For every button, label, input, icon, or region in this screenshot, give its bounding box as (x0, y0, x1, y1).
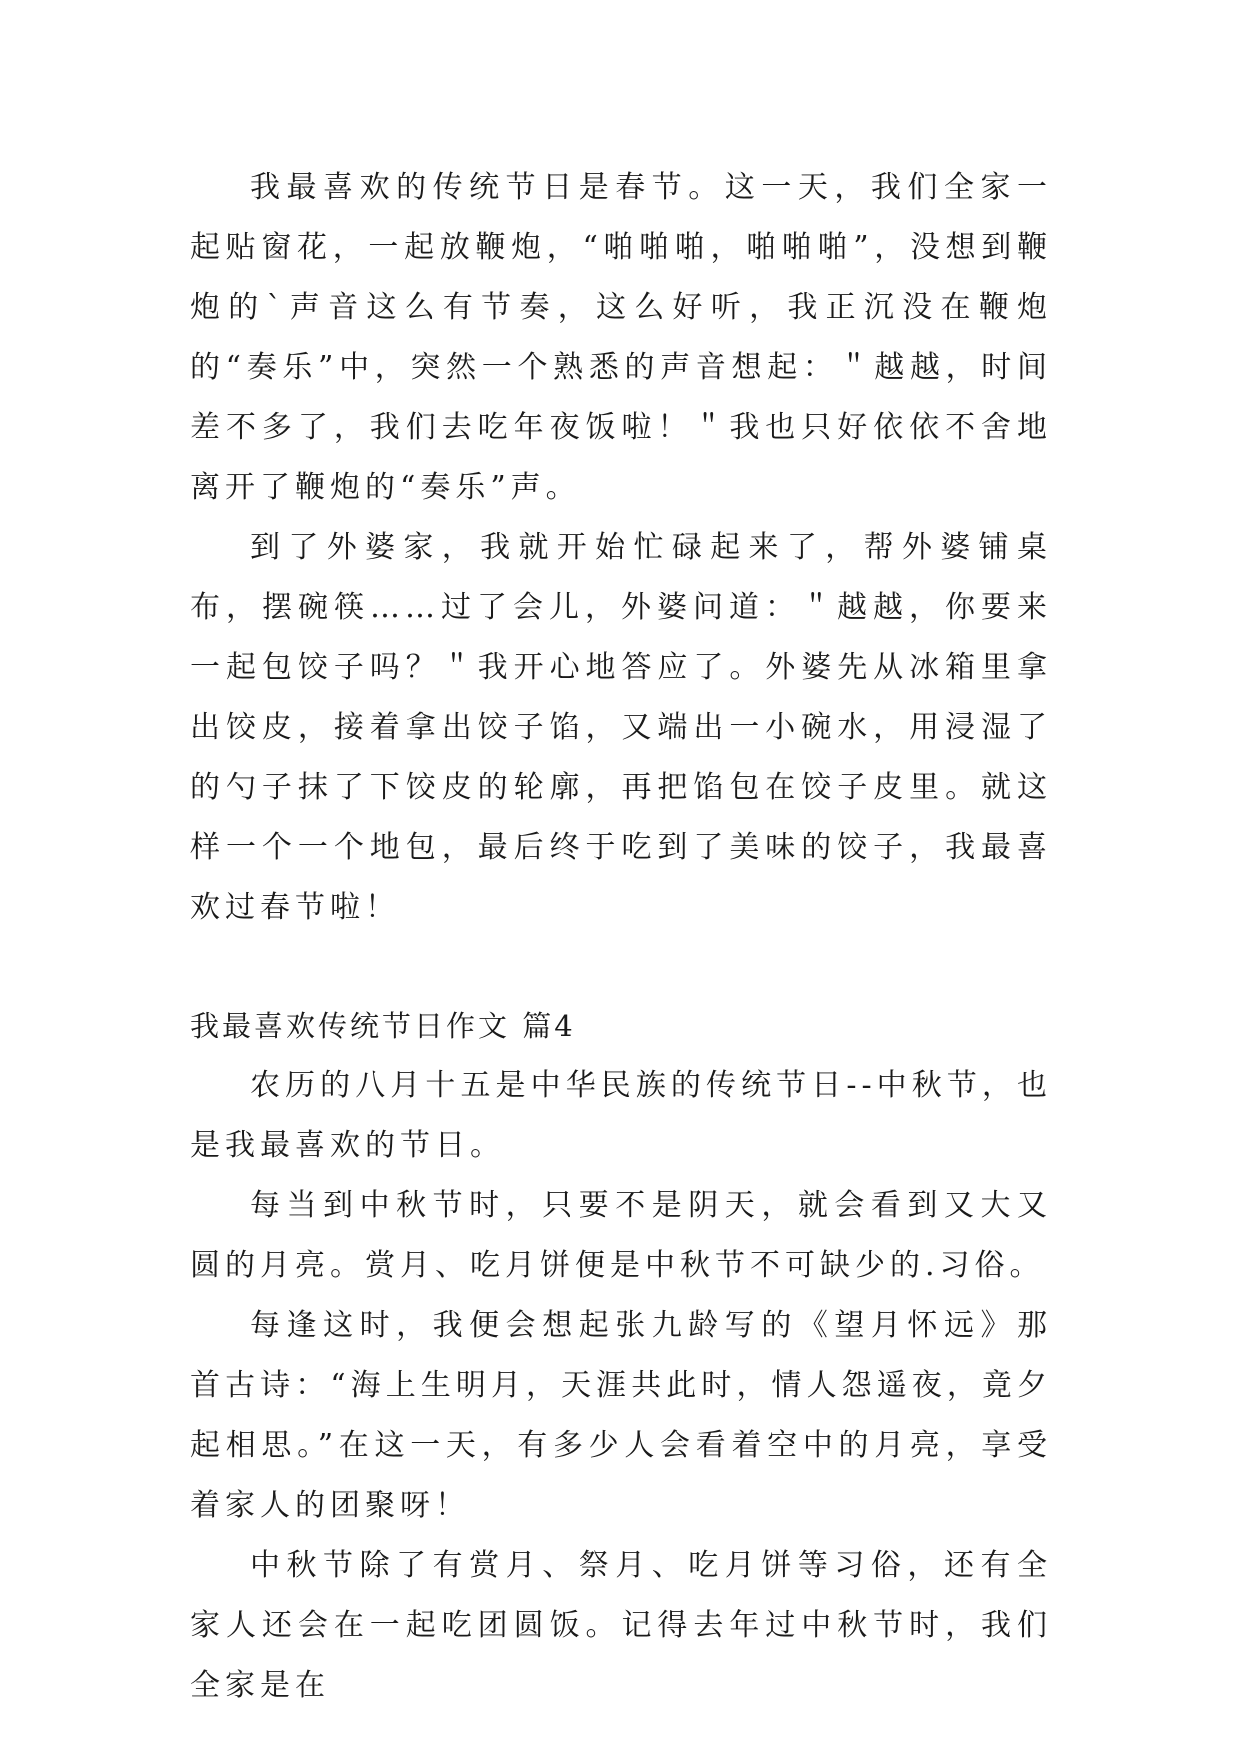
paragraph-mid-autumn-2: 每当到中秋节时，只要不是阴天，就会看到又大又圆的月亮。赏月、吃月饼便是中秋节不可缺少的.习俗。 (190, 1188, 1052, 1283)
paragraph-mid-autumn-3: 每逢这时，我便会想起张九龄写的《望月怀远》那首古诗：“海上生明月，天涯共此时，情人怨遥夜，竟夕起相思。”在这一天，有多少人会看着空中的月亮，享受着家人的团聚呀！ (190, 1308, 1052, 1523)
paragraph-mid-autumn-4: 中秋节除了有赏月、祭月、吃月饼等习俗，还有全家人还会在一起吃团圆饭。记得去年过中秋节时，我们全家是在 (190, 1548, 1052, 1703)
paragraph-spring-festival-2: 到了外婆家，我就开始忙碌起来了，帮外婆铺桌布，摆碗筷……过了会儿，外婆问道：＂越越，你要来一起包饺子吗？＂我开心地答应了。外婆先从冰箱里拿出饺皮，接着拿出饺子馅，又端出一小碗水，用浸湿了的勺子抹了下饺皮的轮廓，再把馅包在饺子皮里。就这样一个一个地包，最后终于吃到了美味的饺子，我最喜欢过春节啦！ (190, 530, 1052, 925)
section-title: 我最喜欢传统节日作文 篇4 (190, 1009, 576, 1043)
document-body (190, 158, 1052, 1716)
paragraph-spring-festival-1: 我最喜欢的传统节日是春节。这一天，我们全家一起贴窗花，一起放鞭炮，“啪啪啪，啪啪啪”，没想到鞭炮的`声音这么有节奏，这么好听，我正沉没在鞭炮的“奏乐”中，突然一个熟悉的声音想起：＂越越，时间差不多了，我们去吃年夜饭啦！＂我也只好依依不舍地离开了鞭炮的“奏乐”声。 (190, 170, 1052, 505)
paragraph-mid-autumn-1: 农历的八月十五是中华民族的传统节日--中秋节，也是我最喜欢的节日。 (190, 1068, 1052, 1163)
